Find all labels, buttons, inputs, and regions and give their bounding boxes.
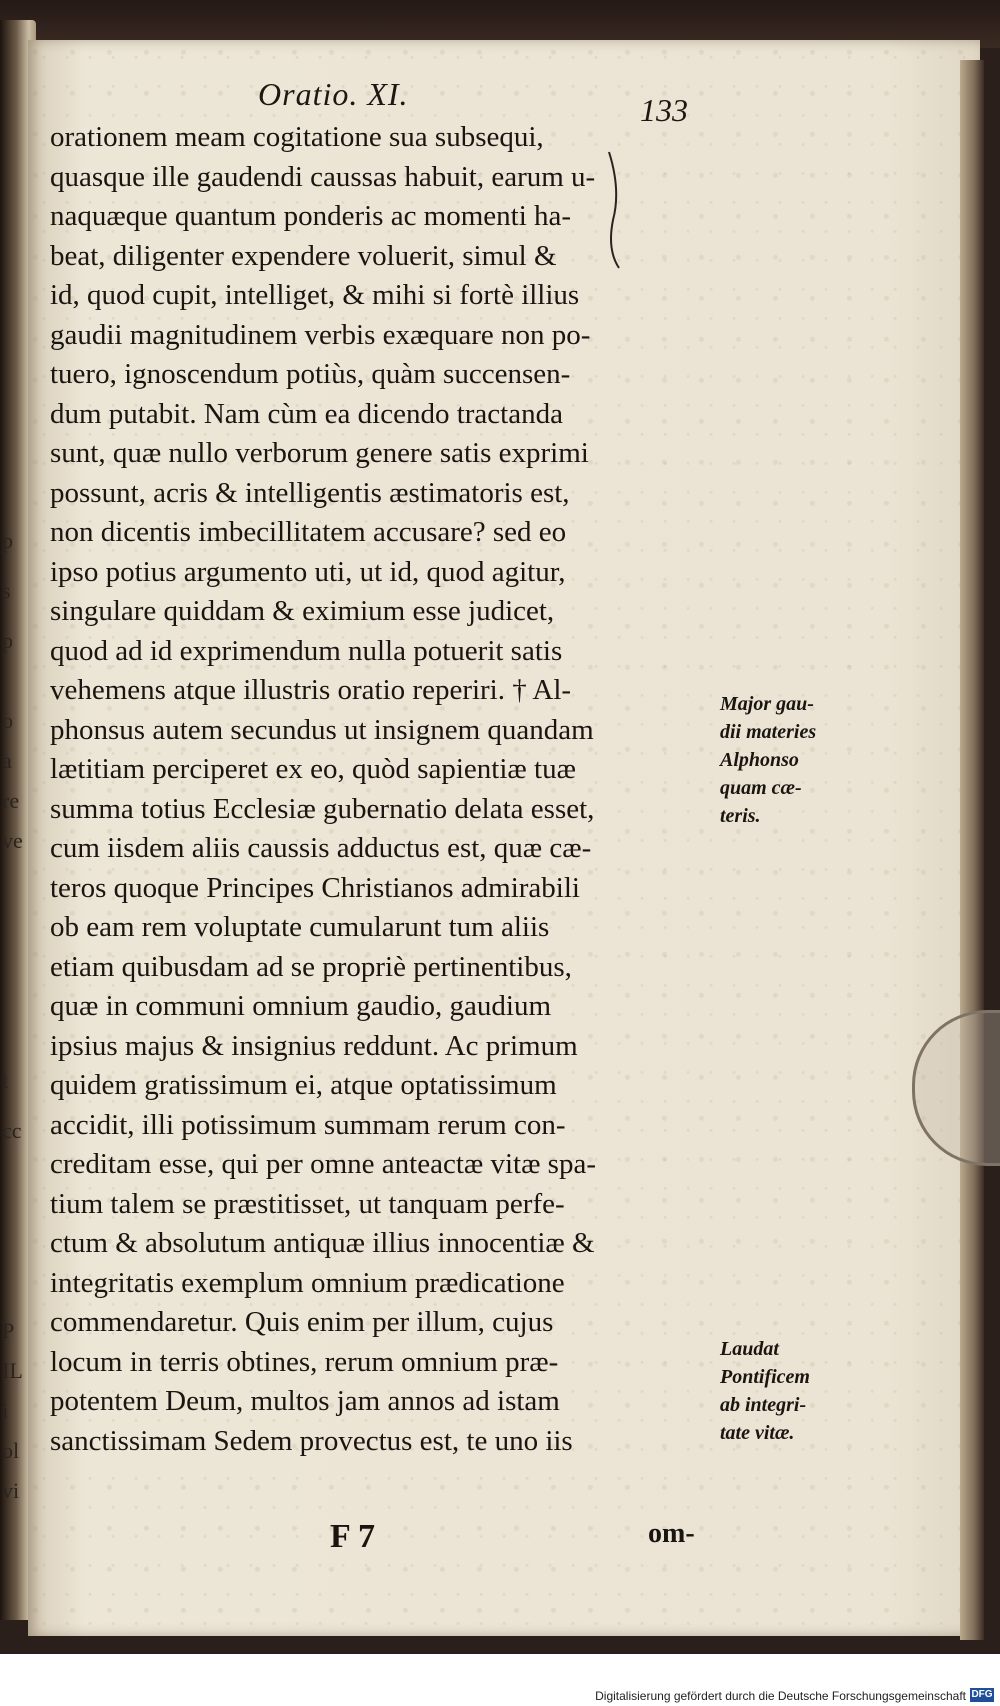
facing-page-fragment: a: [2, 748, 12, 773]
text-line: gaudii magnitudinem verbis exæquare non po-: [50, 318, 591, 351]
margin-note-line: Alphonso: [720, 749, 799, 771]
text-line: vehemens atque illustris oratio reperiri. † Al-: [50, 674, 572, 706]
facing-page-fragment: p: [2, 528, 13, 553]
body-text: [50, 118, 720, 1461]
text-line: dum putabit. Nam cùm ea dicendo tractanda: [50, 397, 563, 430]
facing-page-fragment: t: [2, 1068, 9, 1093]
margin-note-line: ab integri-: [720, 1394, 807, 1416]
text-line: naquæque quantum ponderis ac momenti ha-: [50, 200, 572, 232]
facing-page-fragment: ve: [2, 828, 23, 853]
facing-page-fragment: IL: [2, 1358, 23, 1383]
text-line: ipsius majus & insignius reddunt. Ac primum: [50, 1029, 578, 1062]
text-line: commendaretur. Quis enim per illum, cujus: [50, 1306, 554, 1338]
facing-page-fragment: cc: [2, 1118, 22, 1143]
margin-note-line: tate vitæ.: [720, 1422, 795, 1444]
running-header: Oratio. XI.: [258, 76, 409, 112]
text-line: sunt, quæ nullo verborum genere satis exprimi: [50, 437, 589, 469]
funding-credit: Digitalisierung gefördert durch die Deutsche Forschungsgemeinschaft: [595, 1689, 966, 1703]
catchword: om-: [648, 1518, 695, 1549]
facing-page-fragment: vi: [2, 1478, 20, 1503]
text-line: quasque ille gaudendi caussas habuit, earum u-: [50, 160, 596, 193]
text-line: beat, diligenter expendere voluerit, simul &: [50, 239, 557, 272]
margin-note-line: Pontificem: [720, 1366, 810, 1388]
facing-page-fragment: s: [2, 578, 11, 603]
page-number: 133: [640, 92, 688, 128]
text-line: cum iisdem aliis caussis adductus est, quæ cæ-: [50, 832, 592, 864]
text-line: summa totius Ecclesiæ gubernatio delata esset,: [50, 792, 595, 825]
margin-note-line: quam cæ-: [720, 777, 802, 799]
dfg-logo: DFG: [971, 1689, 993, 1700]
text-line: ob eam rem voluptate cumularunt tum aliis: [50, 911, 550, 943]
margin-note-line: teris.: [720, 805, 761, 827]
text-line: id, quod cupit, intelliget, & mihi si fortè illius: [50, 279, 580, 311]
text-line: ctum & absolutum antiquæ illius innocentiæ &: [50, 1227, 595, 1259]
text-line: creditam esse, qui per omne anteactæ vitæ spa-: [50, 1148, 596, 1180]
margin-note: [720, 1335, 810, 1447]
signature-mark: F 7: [330, 1518, 376, 1555]
text-line: accidit, illi potissimum summam rerum con-: [50, 1108, 566, 1141]
text-line: tium talem se præstitisset, ut tanquam perfe-: [50, 1187, 565, 1220]
text-line: quæ in communi omnium gaudio, gaudium: [50, 990, 552, 1022]
margin-note-line: Laudat: [720, 1338, 779, 1360]
text-line: tuero, ignoscendum potiùs, quàm succensen-: [50, 358, 571, 390]
text-line: orationem meam cogitatione sua subsequi,: [50, 121, 544, 153]
text-line: integritatis exemplum omnium prædicatione: [50, 1266, 565, 1299]
text-line: possunt, acris & intelligentis æstimatoris est,: [50, 476, 570, 509]
text-line: ipso potius argumento uti, ut id, quod agitur,: [50, 555, 566, 588]
text-line: non dicentis imbecillitatem accusare? sed eo: [50, 516, 567, 548]
text-line: singulare quiddam & eximium esse judicet,: [50, 595, 555, 627]
margin-note-line: Major gau-: [720, 693, 814, 715]
facing-page-fragment: p: [2, 628, 13, 653]
text-line: potentem Deum, multos jam annos ad istam: [50, 1385, 560, 1417]
text-line: quidem gratissimum ei, atque optatissimum: [50, 1069, 557, 1101]
text-line: locum in terris obtines, rerum omnium præ-: [50, 1345, 559, 1378]
text-line: teros quoque Principes Christianos admirabili: [50, 871, 580, 904]
margin-note-line: dii materies: [720, 721, 817, 743]
text-line: sanctissimam Sedem provectus est, te uno iis: [50, 1424, 573, 1457]
text-line: lætitiam perciperet ex eo, quòd sapientiæ tuæ: [50, 753, 576, 785]
facing-page-fragment: o: [2, 708, 13, 733]
facing-page-fragment: re: [2, 788, 20, 813]
facing-page-fragment: P: [2, 1318, 15, 1343]
facing-page-fragment: i: [2, 1398, 9, 1423]
facing-page-fragment: ol: [2, 1438, 20, 1463]
text-line: phonsus autem secundus ut insignem quandam: [50, 713, 594, 746]
text-line: etiam quibusdam ad se propriè pertinentibus,: [50, 950, 572, 983]
margin-note: [720, 690, 816, 830]
page-edge: [960, 60, 984, 1640]
text-line: quod ad id exprimendum nulla potuerit satis: [50, 634, 563, 667]
